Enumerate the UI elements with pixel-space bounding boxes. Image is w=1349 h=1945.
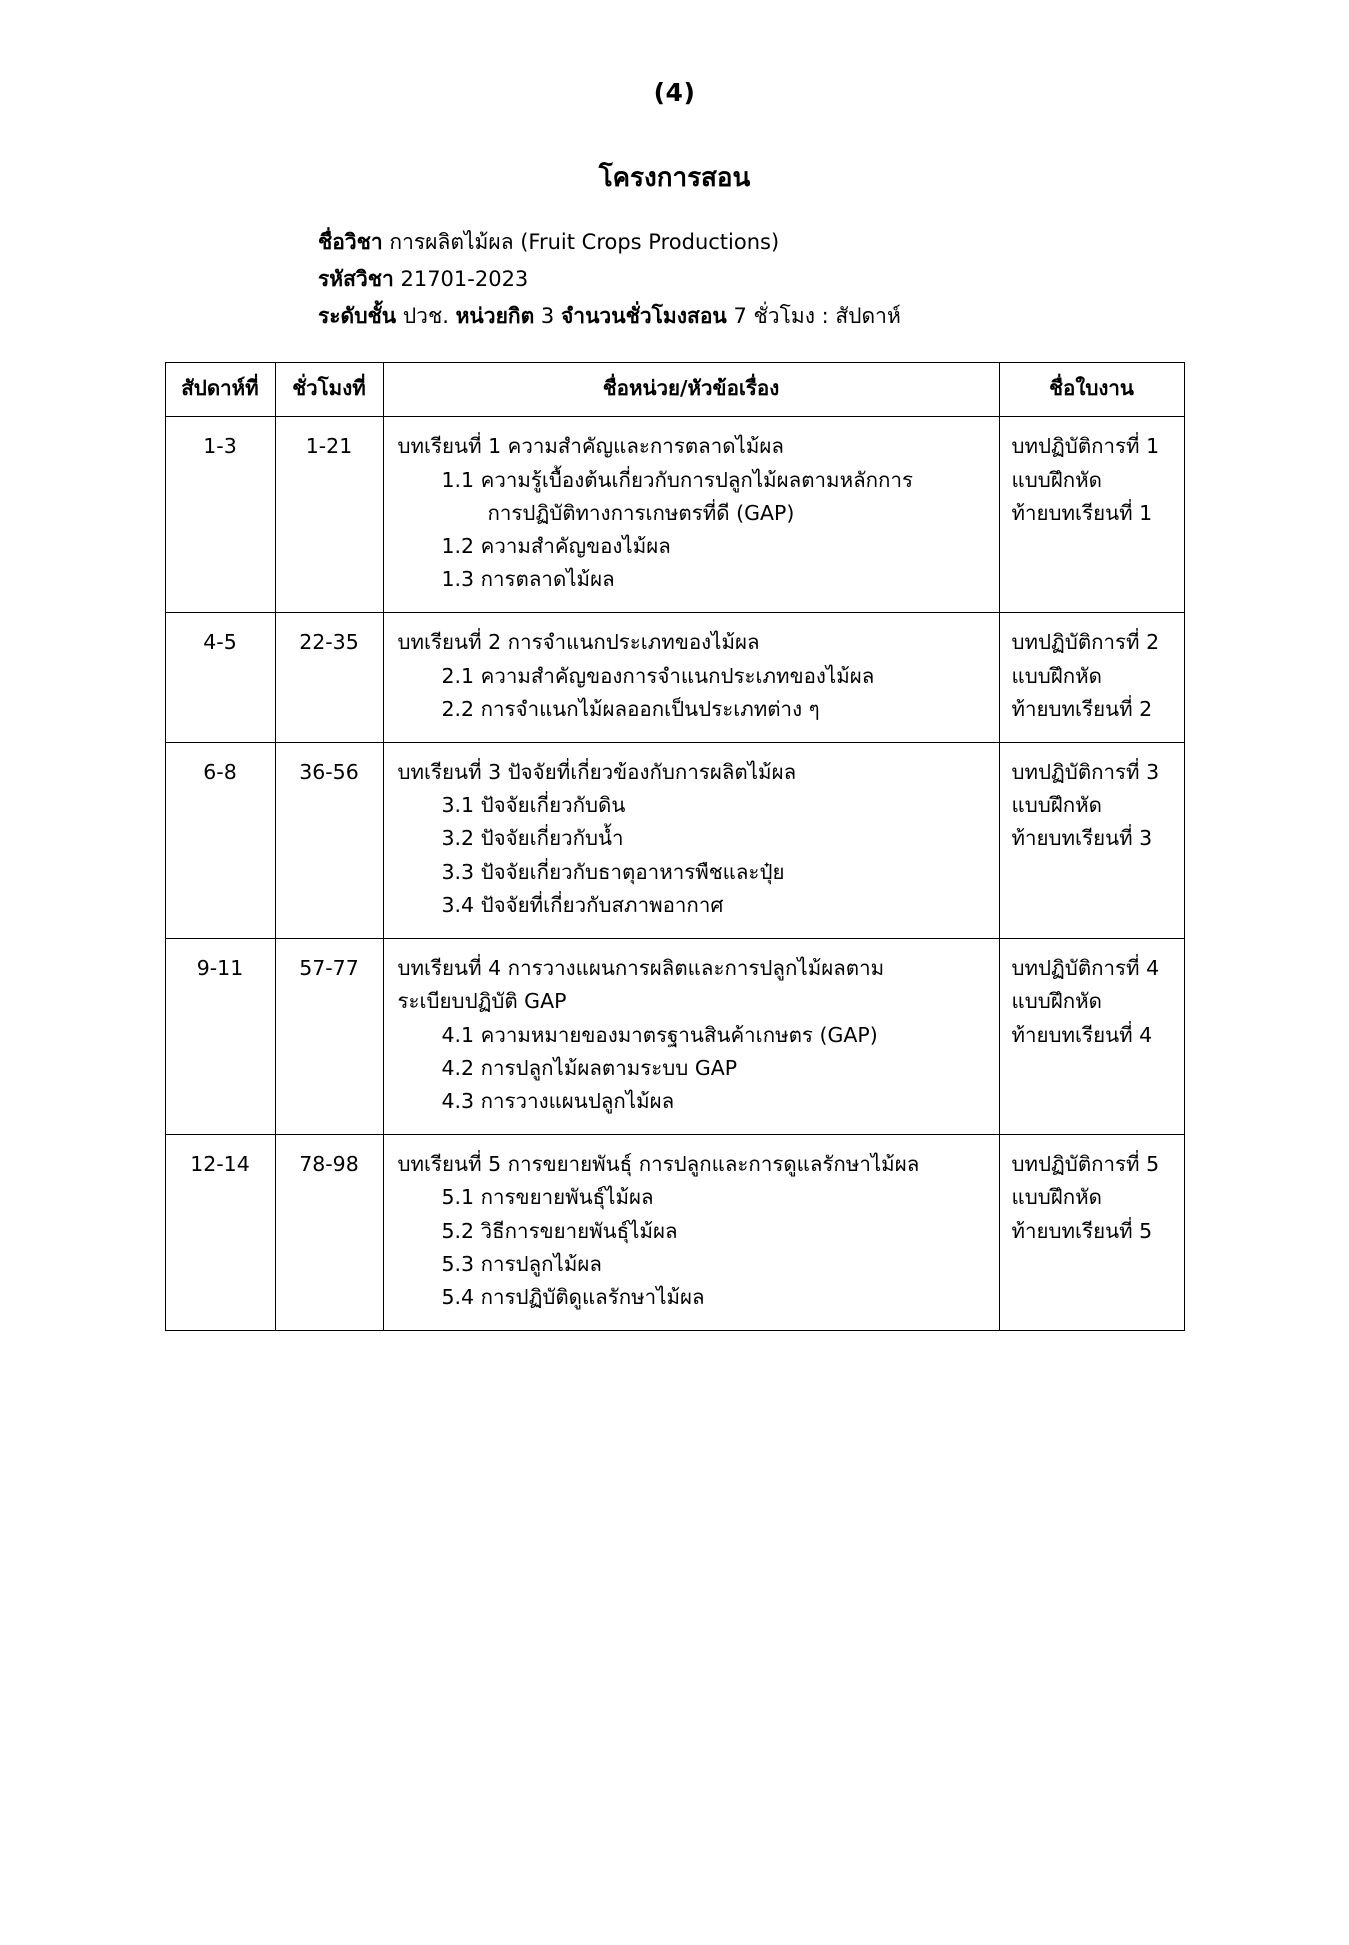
- table-row: [165, 939, 1184, 1135]
- cell-unit: [383, 743, 999, 939]
- cell-unit: [383, 417, 999, 613]
- worksheet-line: บทปฏิบัติการที่ 3: [1011, 760, 1160, 785]
- page-number: (4): [653, 78, 696, 107]
- worksheet-line: ท้ายบทเรียนที่ 4: [1011, 1022, 1153, 1047]
- worksheet-line: ท้ายบทเรียนที่ 2: [1011, 696, 1153, 721]
- cell-worksheet: [999, 743, 1184, 939]
- unit-subtopic-cont: การปฏิบัติทางการเกษตรที่ดี (GAP): [487, 500, 795, 525]
- table-row: [165, 417, 1184, 613]
- unit-subtopic: 2.2 การจำแนกไม้ผลออกเป็นประเภทต่าง ๆ: [441, 696, 820, 721]
- cell-hour: 78-98: [275, 1135, 383, 1331]
- column-header-unit: ชื่อหน่วย/หัวข้อเรื่อง: [383, 363, 999, 417]
- meta-credit-value: 3: [540, 303, 555, 328]
- cell-week: 12-14: [165, 1135, 275, 1331]
- cell-week: 1-3: [165, 417, 275, 613]
- cell-hour: 57-77: [275, 939, 383, 1135]
- worksheet-line: บทปฏิบัติการที่ 4: [1011, 956, 1160, 981]
- worksheet-line: บทปฏิบัติการที่ 2: [1011, 630, 1160, 655]
- unit-title: บทเรียนที่ 5 การขยายพันธุ์ การปลูกและการดูแลรักษาไม้ผล: [397, 1152, 920, 1177]
- worksheet-line: บทปฏิบัติการที่ 5: [1011, 1152, 1160, 1177]
- cell-hour: 36-56: [275, 743, 383, 939]
- cell-hour: 1-21: [275, 417, 383, 613]
- unit-subtopic: 1.2 ความสำคัญของไม้ผล: [441, 534, 671, 559]
- meta-course-name-value: การผลิตไม้ผล (Fruit Crops Productions): [389, 230, 780, 254]
- worksheet-line: แบบฝึกหัด: [1011, 793, 1102, 818]
- unit-title: บทเรียนที่ 3 ปัจจัยที่เกี่ยวข้องกับการผลิตไม้ผล: [397, 760, 797, 785]
- cell-unit: [383, 1135, 999, 1331]
- unit-title: [398, 952, 989, 1018]
- document-page: [0, 78, 1349, 1945]
- meta-course-name: [318, 224, 1349, 261]
- meta-course-name-label: ชื่อวิชา: [318, 230, 383, 254]
- cell-hour: 22-35: [275, 613, 383, 743]
- unit-subtopic: 3.1 ปัจจัยเกี่ยวกับดิน: [441, 793, 626, 818]
- worksheet-line: บทปฏิบัติการที่ 1: [1011, 434, 1160, 459]
- unit-subtopic: 4.2 การปลูกไม้ผลตามระบบ GAP: [441, 1055, 738, 1080]
- worksheet-line: ท้ายบทเรียนที่ 5: [1011, 1218, 1153, 1243]
- meta-course-code-value: 21701-2023: [400, 266, 529, 291]
- cell-unit: [383, 939, 999, 1135]
- table-row: [165, 743, 1184, 939]
- unit-subtopic: 5.1 การขยายพันธุ์ไม้ผล: [441, 1185, 654, 1210]
- meta-level-label: ระดับชั้น: [318, 303, 397, 328]
- worksheet-line: แบบฝึกหัด: [1011, 663, 1102, 688]
- meta-hours-label: จำนวนชั่วโมงสอน: [560, 303, 727, 328]
- unit-title-cont: ระเบียบปฏิบัติ GAP: [397, 989, 567, 1014]
- unit-subtopic: 3.2 ปัจจัยเกี่ยวกับน้ำ: [441, 826, 624, 851]
- meta-level: [318, 298, 1349, 335]
- cell-unit: [383, 613, 999, 743]
- unit-subtopic: 4.1 ความหมายของมาตรฐานสินค้าเกษตร (GAP): [441, 1022, 878, 1047]
- meta-course-code-label: รหัสวิชา: [318, 266, 394, 291]
- unit-subtopic: 1.3 การตลาดไม้ผล: [441, 567, 615, 592]
- cell-worksheet: [999, 939, 1184, 1135]
- cell-week: 9-11: [165, 939, 275, 1135]
- table-row: [165, 613, 1184, 743]
- unit-subtopic: 5.3 การปลูกไม้ผล: [441, 1251, 602, 1276]
- cell-worksheet: [999, 613, 1184, 743]
- column-header-worksheet: ชื่อใบงาน: [999, 363, 1184, 417]
- unit-subtopic: 5.2 วิธีการขยายพันธุ์ไม้ผล: [441, 1218, 678, 1243]
- table-header-row: [165, 363, 1184, 417]
- syllabus-table: [165, 362, 1185, 1331]
- unit-subtopic-text: 1.1 ความรู้เบื้องต้นเกี่ยวกับการปลูกไม้ผลตามหลักการ: [441, 467, 913, 492]
- worksheet-line: แบบฝึกหัด: [1011, 989, 1102, 1014]
- meta-level-value: ปวช.: [402, 303, 449, 328]
- worksheet-line: ท้ายบทเรียนที่ 1: [1011, 500, 1153, 525]
- course-meta: [0, 224, 1349, 334]
- meta-course-code: [318, 261, 1349, 298]
- cell-worksheet: [999, 1135, 1184, 1331]
- page-title: โครงการสอน: [598, 163, 751, 193]
- cell-week: 6-8: [165, 743, 275, 939]
- worksheet-line: แบบฝึกหัด: [1011, 467, 1102, 492]
- unit-subtopic: 5.4 การปฏิบัติดูแลรักษาไม้ผล: [441, 1284, 705, 1309]
- unit-subtopic: 3.3 ปัจจัยเกี่ยวกับธาตุอาหารพืชและปุ๋ย: [441, 859, 785, 884]
- meta-credit-label: หน่วยกิต: [455, 303, 535, 328]
- unit-title: บทเรียนที่ 2 การจำแนกประเภทของไม้ผล: [397, 630, 760, 655]
- column-header-week: สัปดาห์ที่: [165, 363, 275, 417]
- column-header-hour: ชั่วโมงที่: [275, 363, 383, 417]
- worksheet-line: แบบฝึกหัด: [1011, 1185, 1102, 1210]
- unit-subtopic: 4.3 การวางแผนปลูกไม้ผล: [441, 1088, 675, 1113]
- meta-hours-value: 7 ชั่วโมง : สัปดาห์: [733, 303, 901, 328]
- unit-subtopic: [398, 464, 989, 530]
- unit-title-text: บทเรียนที่ 4 การวางแผนการผลิตและการปลูกไม้ผลตาม: [397, 956, 885, 981]
- unit-subtopic: 3.4 ปัจจัยที่เกี่ยวกับสภาพอากาศ: [441, 892, 724, 917]
- unit-subtopic: 2.1 ความสำคัญของการจำแนกประเภทของไม้ผล: [441, 663, 875, 688]
- worksheet-line: ท้ายบทเรียนที่ 3: [1011, 826, 1153, 851]
- unit-title: บทเรียนที่ 1 ความสำคัญและการตลาดไม้ผล: [397, 434, 784, 459]
- cell-worksheet: [999, 417, 1184, 613]
- cell-week: 4-5: [165, 613, 275, 743]
- table-row: [165, 1135, 1184, 1331]
